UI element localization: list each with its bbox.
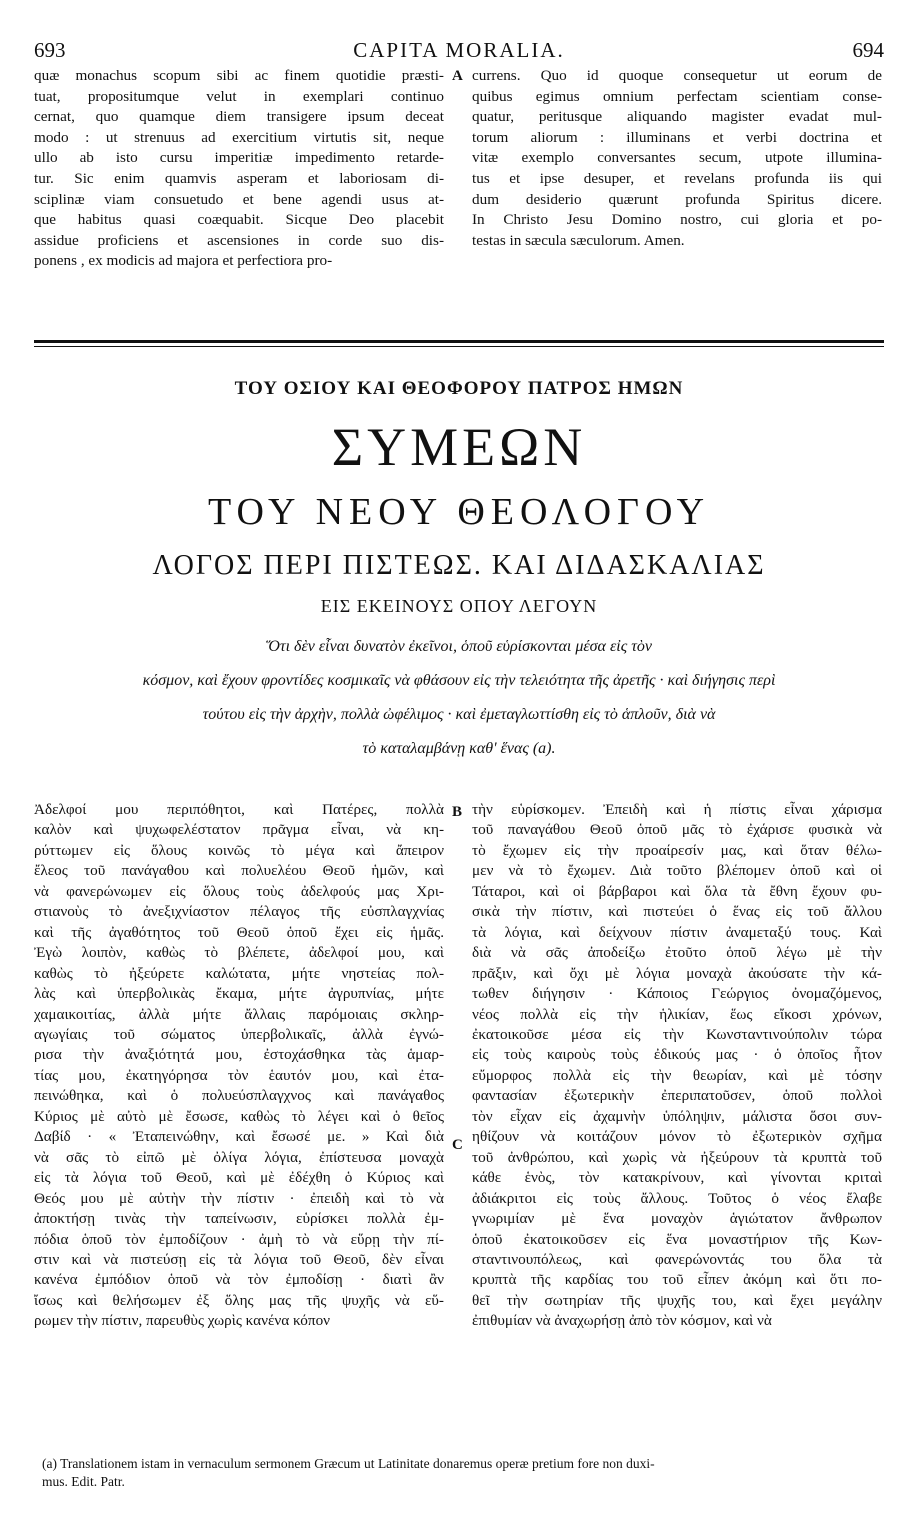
text-line: φαντασίαν ἐξωτερικὴν ἐπεριπατοῦσεν, ὁποῦ πολλοὶ [472, 1087, 882, 1105]
text-line: quæ monachus scopum sibi ac finem quotidie præsti- [34, 67, 444, 84]
text-line: κρυπτὰ τῆς καρδίας του τοῦ εἶπεν ἀκόμη καὶ ὅτι πο- [472, 1271, 882, 1289]
text-line: σταντινουπόλεως, καὶ φανερώνοντάς του ὅλα τὰ [472, 1250, 882, 1268]
text-line: νὰ φανερώνωμεν εἰς ὅλους τοὺς ἀδελφούς μας Χρι- [34, 882, 444, 900]
text-line: γνωριμίαν μὲ ἕνα μοναχὸν ἁγιώτατον ἄνθρωπον [472, 1210, 882, 1228]
intro-line: τούτου εἰς τὴν ἀρχὴν, πολλὰ ὠφέλιμος · καὶ ἐμεταγλωττίσθη εἰς τὸ ἁπλοῦν, διὰ νὰ [202, 706, 716, 723]
text-line: ρύττωμεν εἰς ὅλους κοινῶς τὸ μέγα καὶ ἄπειρον [34, 841, 444, 859]
greek-column-left [34, 800, 444, 1332]
text-line: tur. Sic enim quamvis asperam et laboriosam di- [34, 169, 444, 187]
text-line: σικὰ τὴν πίστιν, καὶ πιστεύει ὁ ἕνας εἰς τοῦ ἄλλου [472, 903, 882, 921]
text-line: sciplinæ viam consuetudo et bene agendi usus at- [34, 190, 444, 208]
text-line: διὰ νὰ σᾶς ἀποδείξω ἐτοῦτο ὁποῦ λέγω μὲ τὴν [472, 944, 882, 962]
footnote-line: (a) Translationem istam in vernaculum sermonem Græcum ut Latinitate donaremus operæ pretium fore non duxi- [42, 1456, 655, 1471]
text-line: ἴσως καὶ θελήσωμεν ἐξ ὅλης μας τῆς ψυχῆς νὰ εὕ- [34, 1291, 444, 1309]
text-line: τὴν εὑρίσκομεν. Ἐπειδὴ καὶ ἡ πίστις εἶναι χάρισμα [472, 801, 882, 818]
text-line: Ἀδελφοί μου περιπόθητοι, καὶ Πατέρες, πολλὰ [34, 801, 444, 818]
text-line: ὁποῦ ἐκατοικοῦσεν εἰς ἕνα μοναστήριον τῆς Κων- [472, 1230, 882, 1248]
text-line: καλὸν καὶ ψυχωφελέστατον πρᾶγμα εἶναι, νὰ κη- [34, 821, 444, 839]
margin-marker-a: A [452, 68, 463, 84]
text-line: τὸ ἔχωμεν εἰς τὴν προαίρεσίν μας, καὶ ὅταν θέλω- [472, 841, 882, 859]
text-line: ρισα τὴν ἀναξιότητά μου, ἐστοχάσθηκα τὰς ἁμαρ- [34, 1046, 444, 1064]
text-line: αγωγίαις τοῦ σώματος ὑπερβολικαῖς, ἀλλὰ ἐγνώ- [34, 1025, 444, 1043]
text-line: In Christo Jesu Domino nostro, cui gloria et po- [472, 211, 882, 229]
text-line: cernat, quo quamque diem transigere ipsum deceat [34, 108, 444, 126]
text-line: ἐκατοικοῦσε μέσα εἰς τὴν Κωνσταντινούπολιν τώρα [472, 1025, 882, 1043]
text-line: χαμαικοιτίας, ἀλλὰ μήτε ἄλλαις παρόμοιαις σκληρ- [34, 1005, 444, 1023]
title-addressees: ΕΙΣ ΕΚΕΙΝΟΥΣ ΟΠΟΥ ΛΕΓΟΥΝ [320, 596, 598, 616]
margin-marker-b: B [452, 804, 463, 820]
text-line: vitæ exemplo conversantes secum, utpote illumina- [472, 149, 882, 167]
text-line: tuat, propositumque velut in exemplari continuo [34, 87, 444, 105]
text-line: τοῦ ἀνθρώπου, καὶ χωρὶς νὰ ἠξεύρουν τὰ κρυπτὰ τοῦ [472, 1148, 882, 1166]
text-line: τοῦ παναγάθου Θεοῦ ὁποῦ μᾶς τὸ ἐχάρισε φυσικὰ νὰ [472, 821, 882, 839]
text-line: εἰς τοὺς καιροὺς τοὺς ἐδικούς μας · ὁ ὁποῖος ἦτον [472, 1046, 882, 1064]
intro-line: κόσμον, καὶ ἔχουν φροντίδες κοσμικαῖς νὰ φθάσουν εἰς τὴν τελειότητα τῆς ἀρετῆς · καὶ διήγησις περὶ [142, 672, 776, 689]
text-line: quibus egimus omnium perfectam scientiam conse- [472, 87, 882, 105]
text-line: ἐπιθυμίαν νὰ ἀναχωρήσῃ ἀπὸ τὸν κόσμον, καὶ νὰ [472, 1312, 772, 1330]
margin-marker-c: C [452, 1137, 463, 1153]
text-line: Τάταροι, καὶ οἱ βάρβαροι καὶ ὅλα τὰ ἔθνη ἔχουν φυ- [472, 882, 882, 900]
text-line: στιν καὶ νὰ πιστεύσῃ εἰς τὰ λόγια τοῦ Θεοῦ, δὲν εἶναι [34, 1250, 444, 1268]
page-number-right: 694 [852, 38, 884, 62]
text-line: λὰς καὶ ὑπερβολικὰς ἔκαμα, μήτε ἀγρυπνίας, μήτε [34, 985, 444, 1003]
text-line: θεῖ τὴν σωτηρίαν τῆς ψυχῆς του, καὶ ἔχει μεγάλην [472, 1291, 882, 1309]
text-line: assidue proficiens et ascensiones in corde suo dis- [34, 231, 444, 249]
text-line: quatur, peritusque aliquando magister evadat mul- [472, 108, 882, 126]
text-line: νέος πολλὰ εἰς τὴν ἡλικίαν, ἕως εἴκοσι χρόνων, [472, 1005, 882, 1023]
text-line: εὔμορφος πολλὰ εἰς τὴν θεωρίαν, καὶ μὲ τόσην [472, 1066, 882, 1084]
text-line: dum desiderio quærunt profunda Spiritus dicere. [472, 190, 882, 208]
text-line: testas in sæcula sæculorum. Amen. [472, 231, 685, 249]
text-line: ηθίζουν νὰ κοιτάζουν μόνον τὸ ἐξωτερικὸν σχῆμα [472, 1128, 882, 1146]
footnote [42, 1455, 882, 1491]
text-line: κανένα ἐμπόδιον ὁποῦ νὰ τὸν ἐμποδίσῃ · διατὶ ἂν [34, 1271, 444, 1289]
text-line: εἰς τὰ λόγια τοῦ Θεοῦ, καὶ μὲ ἐδέχθη ὁ Κύριος καὶ [34, 1169, 444, 1187]
title-dedication: ΤΟΥ ΟΣΙΟΥ ΚΑΙ ΘΕΟΦΟΡΟΥ ΠΑΤΡΟΣ ΗΜΩΝ [234, 378, 684, 399]
section-rule-thick [34, 340, 884, 343]
intro-line: τὸ καταλαμβάνῃ καθ' ἕνας (a). [362, 740, 556, 757]
text-line: ponens , ex modicis ad majora et perfectiora pro- [34, 252, 333, 270]
text-line: ρωμεν τὴν πίστιν, παρευθὺς χωρὶς κανένα κόπον [34, 1312, 331, 1330]
greek-column-right [472, 800, 882, 1332]
intro-summary [34, 630, 884, 766]
text-line: currens. Quo id quoque consequetur ut eorum de [472, 67, 882, 84]
text-line: Θεός μου μὲ αὐτὴν τὴν πίστιν · ἐπειδὴ καὶ τὸ νὰ [34, 1189, 444, 1207]
text-line: τίας μου, ἐκατηγόρησα τὸν ἑαυτόν μου, καὶ ἐτα- [34, 1066, 444, 1084]
text-line: Κύριος μὲ αὐτὸ μὲ ἔσωσε, καθὼς τὸ λέγει καὶ ὁ θεῖος [34, 1107, 444, 1125]
page-number-left: 693 [34, 38, 66, 62]
text-line: τὸν εἶχαν εἰς ἀχαμνὴν ὑπόληψιν, μάλιστα ὅσοι συν- [472, 1107, 882, 1125]
text-line: que habitus quasi coæquabit. Sicque Deo placebit [34, 211, 444, 229]
text-line: ἀποκτήσῃ τινὰς τὴν ταπείνωσιν, εὑρίσκει πολλὰ ἐμ- [34, 1210, 444, 1228]
latin-column-left [34, 66, 444, 272]
latin-column-right [472, 66, 882, 251]
text-line: torum aliorum : illuminans et verbi doctrina et [472, 128, 882, 146]
text-line: καθὼς τὸ ἠξεύρετε καλώτατα, μήτε νηστείας πολ- [34, 964, 444, 982]
text-line: νὰ σᾶς τὸ εἰπῶ μὲ ὀλίγα λόγια, ἐπίστευσα μοναχὰ [34, 1148, 444, 1166]
text-line: μεν νὰ τὸ ἔχωμεν. Διὰ τοῦτο βλέπομεν ὁποῦ καὶ οἱ [472, 862, 882, 880]
text-line: πόδια ὁποῦ τὸν ἐμποδίζουν · ἀμὴ τὸ νὰ εὕρῃ τὴν πί- [34, 1230, 444, 1248]
title-discourse: ΛΟΓΟΣ ΠΕΡΙ ΠΙΣΤΕΩΣ. ΚΑΙ ΔΙΔΑΣΚΑΛΙΑΣ [152, 550, 766, 581]
text-line: Ἐγὼ λοιπὸν, καθὼς τὸ βλέπετε, ἀδελφοί μου, καὶ [34, 944, 444, 962]
text-line: καὶ τῆς ἀγαθότητος τοῦ Θεοῦ ὁποῦ ἔχει εἰς ἡμᾶς. [34, 923, 444, 941]
intro-line: Ὅτι δὲν εἶναι δυνατὸν ἐκεῖνοι, ὁποῦ εὑρίσκονται μέσα εἰς τὸν [265, 638, 653, 655]
footnote-line: mus. Edit. Patr. [42, 1474, 125, 1489]
text-line: Δαβίδ · « Ἐταπεινώθην, καὶ ἔσωσέ με. » Καὶ διὰ [34, 1128, 444, 1146]
text-line: πρᾶξιν, καὶ ὄχι μὲ λόγια μοναχὰ ἀκούσατε τὴν κά- [472, 964, 882, 982]
text-line: τὰ λόγια, καὶ δείχνουν πίστιν ἀναμεταξύ τους. Καὶ [472, 923, 882, 941]
text-line: modo : ut strenuus ad exercitium virtutis sit, neque [34, 128, 444, 146]
text-line: tus et ipse desuper, et revelans profunda iis qui [472, 169, 882, 187]
title-author-epithet: ΤΟΥ ΝΕΟΥ ΘΕΟΛΟΓΟΥ [207, 491, 711, 533]
text-line: ἀδιάκριτοι εἰς τοὺς ἄλλους. Τοῦτος ὁ νέος ἔλαβε [472, 1189, 882, 1207]
section-rule-thin [34, 346, 884, 347]
running-title: CAPITA MORALIA. [353, 38, 565, 62]
text-line: ullo ab isto cursu imperitiæ impedimento retarde- [34, 149, 444, 167]
text-line: πεινώθηκα, καὶ ὁ πολυεύσπλαγχνος καὶ πανάγαθος [34, 1087, 444, 1105]
text-line: κάθε ἑνὸς, τὸν κατακρίνουν, καὶ γίνονται κριταὶ [472, 1169, 882, 1187]
text-line: ἔλεος τοῦ πανάγαθου καὶ πολυελέου Θεοῦ ἡμῶν, καὶ [34, 862, 444, 880]
running-header [34, 38, 884, 66]
title-block [34, 378, 884, 620]
text-line: τωθεν διήγησιν · Κάποιος Γεώργιος ὀνομαζόμενος, [472, 985, 882, 1003]
text-line: στιανοὺς τὸ ἀνεξιχνίαστον πέλαγος τῆς εὐσπλαγχνίας [34, 903, 444, 921]
title-author-name: ΣΥΜΕΩΝ [331, 417, 587, 477]
